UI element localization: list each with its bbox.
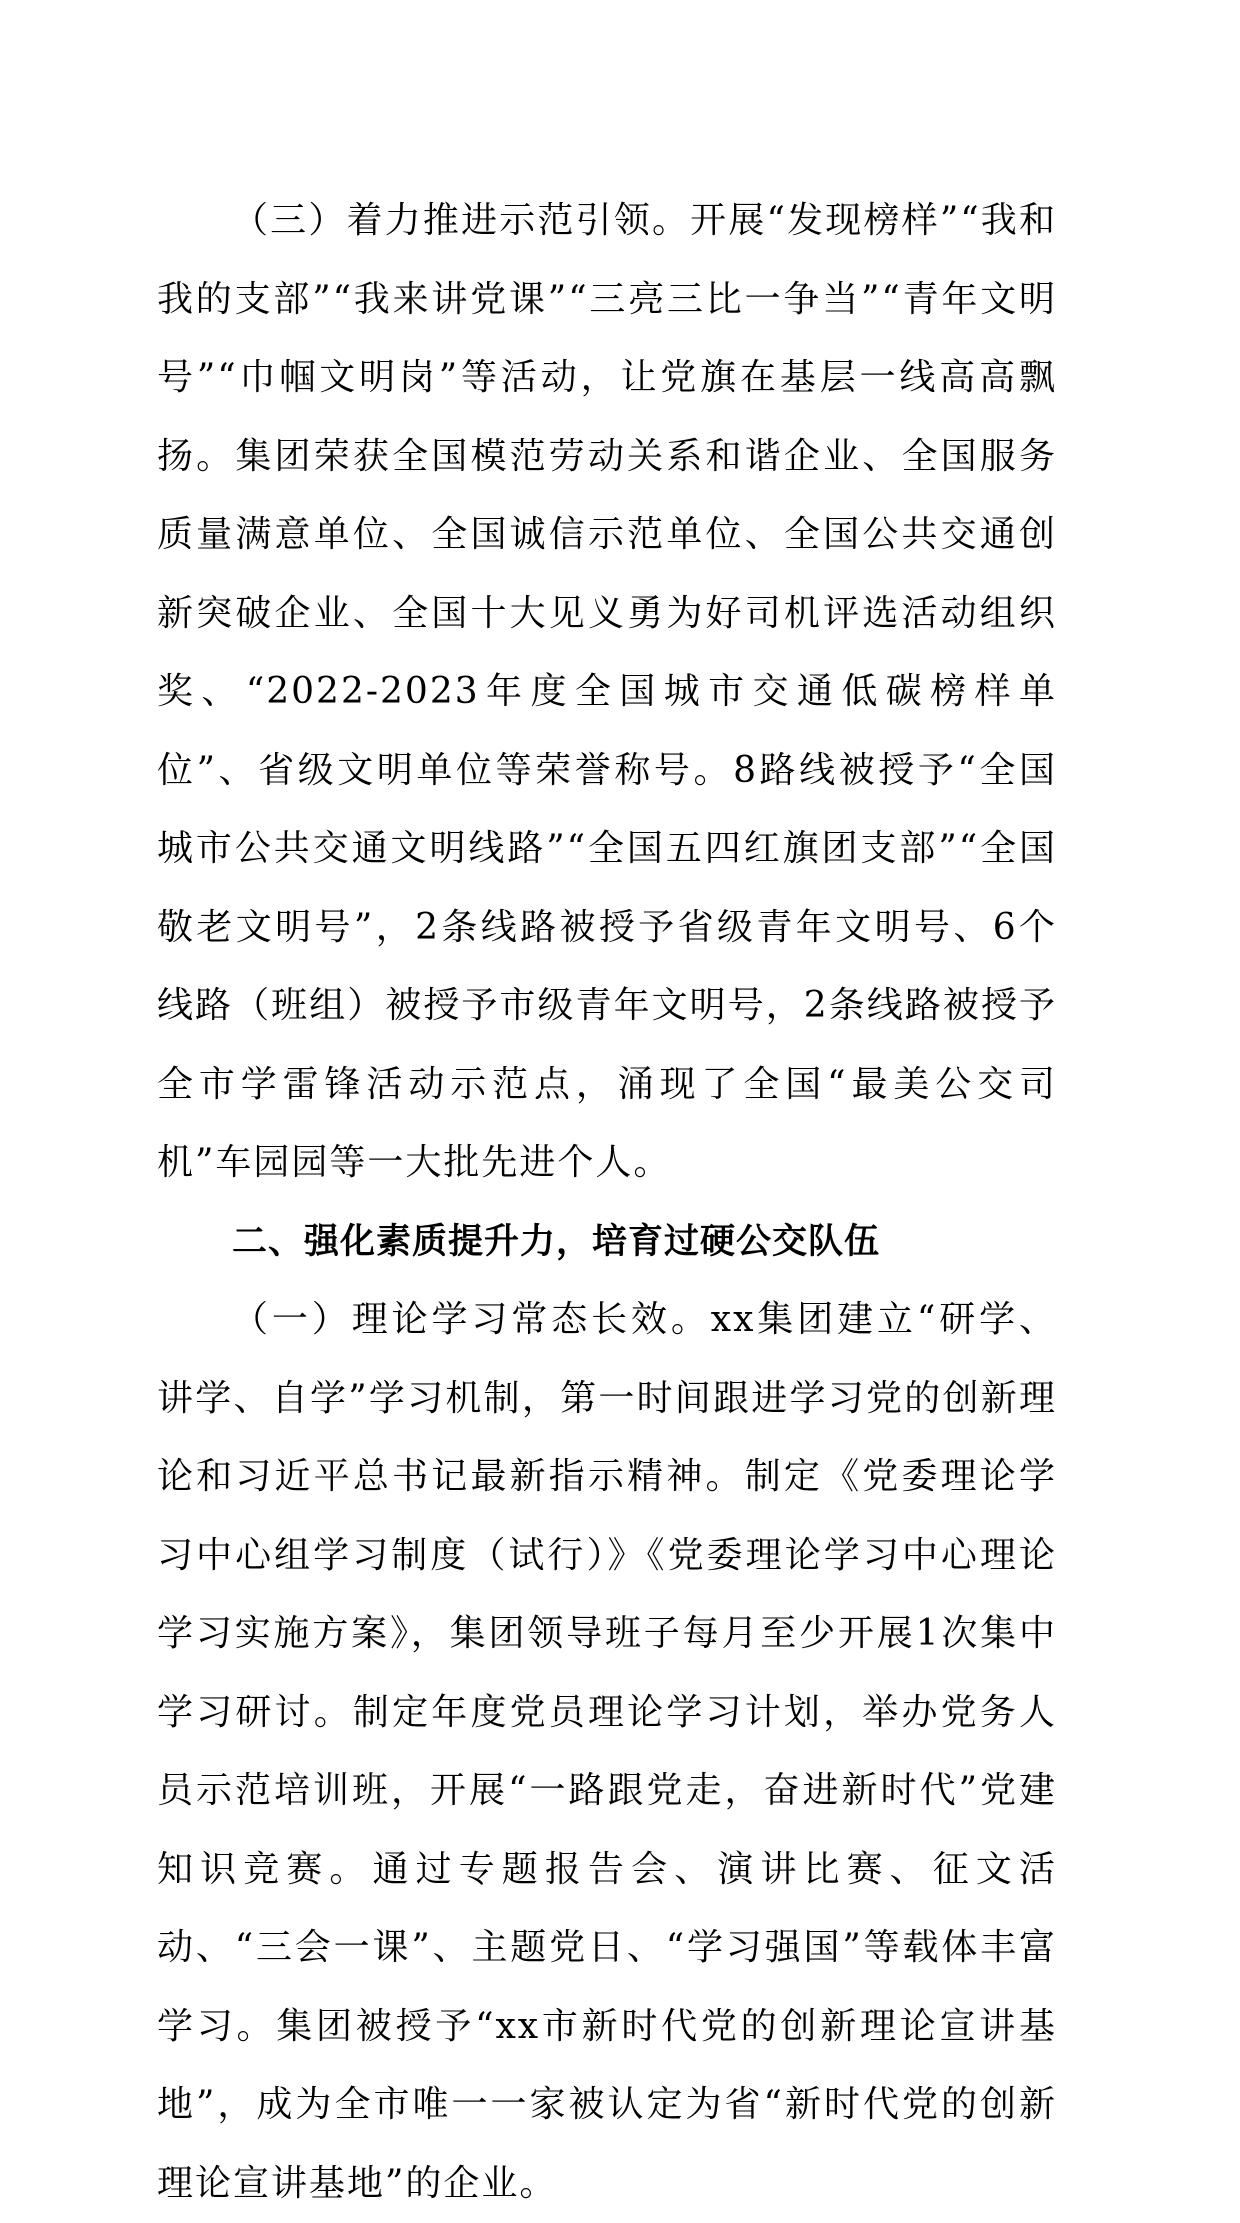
paragraph-text: 开展“发现榜样”“我和我的支部”“我来讲党课”“三亮三比一争当”“青年文明号”“巾帼文明岗”等活动，让党旗在基层一线高高飘扬。集团荣获全国模范劳动关系和谐企业、全国服务质量满意单位、全国诚信示范单位、全国公共交通创新突破企业、全国十大见义勇为好司机评选活动组织奖、“2022-2023年度全国城市交通低碳榜样单位”、省级文明单位等荣誉称号。8路线被授予“全国城市公共交通文明线路”“全国五四红旗团支部”“全国敬老文明号”，2条线路被授予省级青年文明号、6个线路（班组）被授予市级青年文明号，2条线路被授予全市学雷锋活动示范点，涌现了全国“最美公交司机”车园园等一大批先进个人。 <box>157 200 1057 1183</box>
paragraph-demonstration-leadership <box>157 182 1057 1203</box>
document-body <box>157 182 1057 2223</box>
paragraph-text: xx集团建立“研学、讲学、自学”学习机制，第一时间跟进学习党的创新理论和习近平总书记最新指示精神。制定《党委理论学习中心组学习制度（试行）》《党委理论学习中心理论学习实施方案》，集团领导班子每月至少开展1次集中学习研讨。制定年度党员理论学习计划，举办党务人员示范培训班，开展“一路跟党走，奋进新时代”党建知识竞赛。通过专题报告会、演讲比赛、征文活动、“三会一课”、主题党日、“学习强国”等载体丰富学习。集团被授予“xx市新时代党的创新理论宣讲基地”，成为全市唯一一家被认定为省“新时代党的创新理论宣讲基地”的企业。 <box>157 1299 1057 2204</box>
paragraph-title: （一）理论学习常态长效。 <box>232 1299 711 1340</box>
section-heading: 二、强化素质提升力，培育过硬公交队伍 <box>232 1221 881 1262</box>
paragraph-title: （三）着力推进示范引领。 <box>232 200 691 241</box>
paragraph-theory-study <box>157 1281 1057 2223</box>
